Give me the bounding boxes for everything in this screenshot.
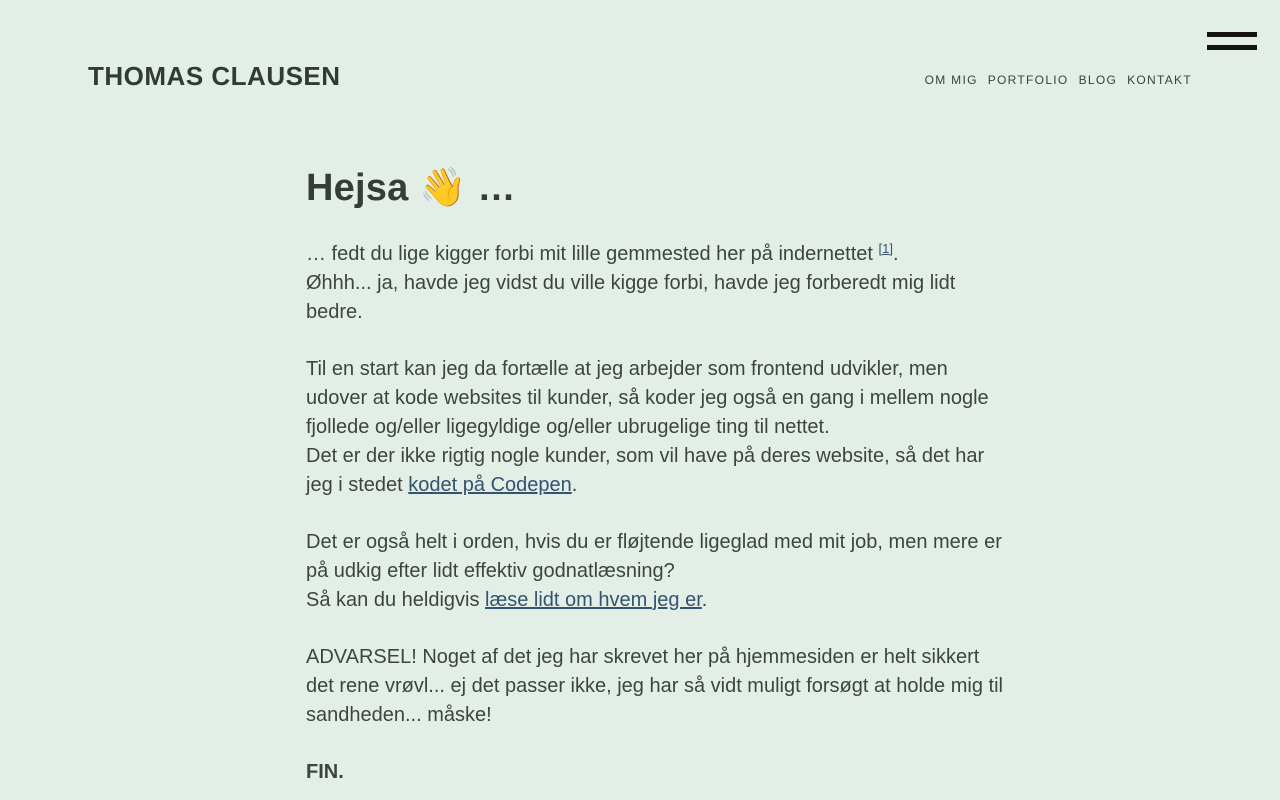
paragraph-line: Øhhh... ja, havde jeg vidst du ville kigge forbi, havde jeg forberedt mig lidt bbox=[306, 272, 956, 294]
nav-item-blog[interactable]: BLOG bbox=[1078, 73, 1118, 87]
heading-ellipsis: … bbox=[477, 167, 516, 209]
hamburger-icon bbox=[1207, 45, 1257, 50]
intro-paragraph bbox=[306, 240, 974, 327]
heading-text: Hejsa bbox=[306, 167, 409, 209]
fin-text: FIN. bbox=[306, 761, 344, 783]
paragraph-line bbox=[306, 589, 707, 611]
footnote-ref bbox=[879, 241, 893, 256]
paragraph-line: Det er der ikke rigtig nogle kunder, som vil have på deres website, så det har bbox=[306, 445, 985, 467]
site-header bbox=[0, 0, 1280, 120]
about-paragraph bbox=[306, 528, 1002, 615]
main-content bbox=[306, 120, 1003, 787]
work-paragraph bbox=[306, 355, 989, 500]
paragraph-line: det rene vrøvl... ej det passer ikke, jeg har så vidt muligt forsøgt at holde mig til bbox=[306, 675, 1003, 697]
paragraph-line: ADVARSEL! Noget af det jeg har skrevet her på hjemmesiden er helt sikkert bbox=[306, 646, 980, 668]
paragraph-line: på udkig efter lidt effektiv godnatlæsning? bbox=[306, 560, 675, 582]
waving-hand-emoji: 👋 bbox=[419, 167, 467, 209]
paragraph-line: sandheden... måske! bbox=[306, 704, 492, 726]
about-me-link[interactable]: læse lidt om hvem jeg er bbox=[485, 589, 702, 611]
codepen-link[interactable]: kodet på Codepen bbox=[408, 474, 572, 496]
paragraph-line: Til en start kan jeg da fortælle at jeg arbejder som frontend udvikler, men bbox=[306, 358, 948, 380]
nav-item-portfolio[interactable]: PORTFOLIO bbox=[987, 73, 1069, 87]
paragraph-line: jeg i stedet bbox=[306, 474, 403, 496]
footnote-link[interactable]: [1] bbox=[878, 241, 893, 256]
paragraph-line: . bbox=[701, 589, 708, 611]
page-title bbox=[306, 166, 974, 210]
paragraph-line: … fedt du lige kigger forbi mit lille gemmested her på indernettet bbox=[306, 243, 873, 265]
nav-item-om-mig[interactable]: OM MIG bbox=[924, 73, 978, 87]
paragraph-line: . bbox=[892, 243, 899, 265]
paragraph-line: fjollede og/eller ligegyldige og/eller ubrugelige ting til nettet. bbox=[306, 416, 830, 438]
hamburger-menu-button[interactable] bbox=[1207, 32, 1257, 50]
paragraph-line bbox=[306, 474, 577, 496]
main-nav bbox=[915, 71, 1192, 89]
paragraph-line: Det er også helt i orden, hvis du er fløjtende ligeglad med mit job, men mere er bbox=[306, 531, 1002, 553]
site-logo[interactable]: THOMAS CLAUSEN bbox=[88, 61, 341, 91]
paragraph-line: . bbox=[571, 474, 578, 496]
paragraph-line: udover at kode websites til kunder, så koder jeg også en gang i mellem nogle bbox=[306, 387, 989, 409]
paragraph-line: Så kan du heldigvis bbox=[306, 589, 480, 611]
nav-item-kontakt[interactable]: KONTAKT bbox=[1127, 73, 1192, 87]
paragraph-line: bedre. bbox=[306, 301, 363, 323]
hamburger-icon bbox=[1207, 32, 1257, 37]
warning-paragraph bbox=[306, 643, 1003, 730]
